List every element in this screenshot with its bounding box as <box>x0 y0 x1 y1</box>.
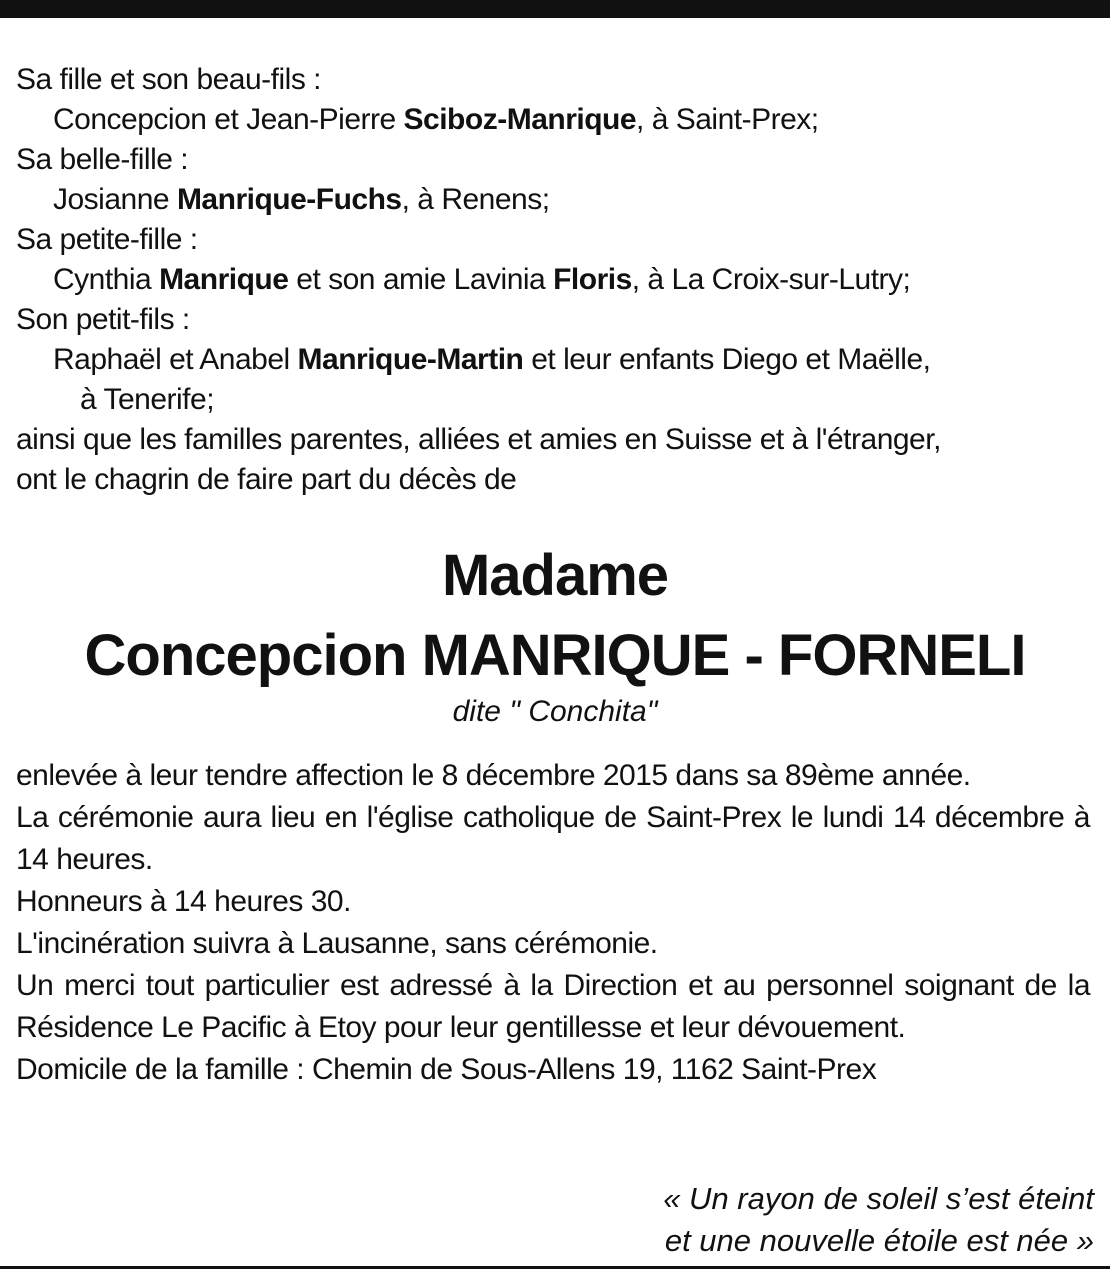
top-rule <box>0 0 1110 18</box>
family-heading-granddaughter: Sa petite-fille : <box>16 223 198 256</box>
details-block <box>16 755 1090 1091</box>
cremation-paragraph: L'incinération suivra à Lausanne, sans cérémonie. <box>16 927 658 960</box>
family-entry-grandson: Raphaël et Anabel Manrique-Martin et leur enfants Diego et Maëlle, <box>53 343 931 376</box>
family-surname: Floris <box>553 263 632 296</box>
family-entry-daughter-in-law: Josianne Manrique-Fuchs, à Renens; <box>53 183 550 216</box>
quote-line-2: et une nouvelle étoile est née » <box>664 1223 1094 1258</box>
deceased-name: Concepcion MANRIQUE - FORNELI <box>84 623 1026 688</box>
family-entry-grandson-location: à Tenerife; <box>80 383 215 416</box>
family-entry-daughter: Concepcion et Jean-Pierre Sciboz-Manrique, à Saint-Prex; <box>53 103 819 136</box>
deceased-title: Madame <box>441 543 669 608</box>
family-surname: Sciboz-Manrique <box>403 103 637 136</box>
announcement-line: ont le chagrin de faire part du décès de <box>16 463 517 496</box>
family-surname: Manrique-Fuchs <box>176 183 402 216</box>
family-list <box>16 60 1090 500</box>
family-surname: Manrique-Martin <box>297 343 524 376</box>
domicile-paragraph: Domicile de la famille : Chemin de Sous-Allens 19, 1162 Saint-Prex <box>16 1053 877 1086</box>
passing-paragraph: enlevée à leur tendre affection le 8 décembre 2015 dans sa 89ème année. <box>16 759 971 792</box>
honours-paragraph: Honneurs à 14 heures 30. <box>16 885 351 918</box>
family-heading-daughter-in-law: Sa belle-fille : <box>16 143 189 176</box>
bottom-rule <box>0 1266 1110 1269</box>
deceased-name-block <box>0 536 1110 732</box>
family-entry-granddaughter: Cynthia Manrique et son amie Lavinia Floris, à La Croix-sur-Lutry; <box>53 263 911 296</box>
thanks-paragraph: Un merci tout particulier est adressé à la Direction et au personnel soignant de la Résidence Le Pacific à Etoy pour leur gentillesse et leur dévouement. <box>16 969 1090 1044</box>
quote-line-1: « Un rayon de soleil s’est éteint <box>663 1181 1094 1216</box>
closing-quote <box>663 1178 1094 1262</box>
family-surname: Manrique <box>159 263 289 296</box>
ceremony-paragraph: La cérémonie aura lieu en l'église catholique de Saint-Prex le lundi 14 décembre à 14 heures. <box>16 801 1090 876</box>
extended-family-line: ainsi que les familles parentes, alliées et amies en Suisse et à l'étranger, <box>16 423 941 456</box>
family-heading-daughter: Sa fille et son beau-fils : <box>16 63 322 96</box>
family-heading-grandson: Son petit-fils : <box>16 303 190 336</box>
deceased-nickname: dite " Conchita" <box>452 695 658 728</box>
